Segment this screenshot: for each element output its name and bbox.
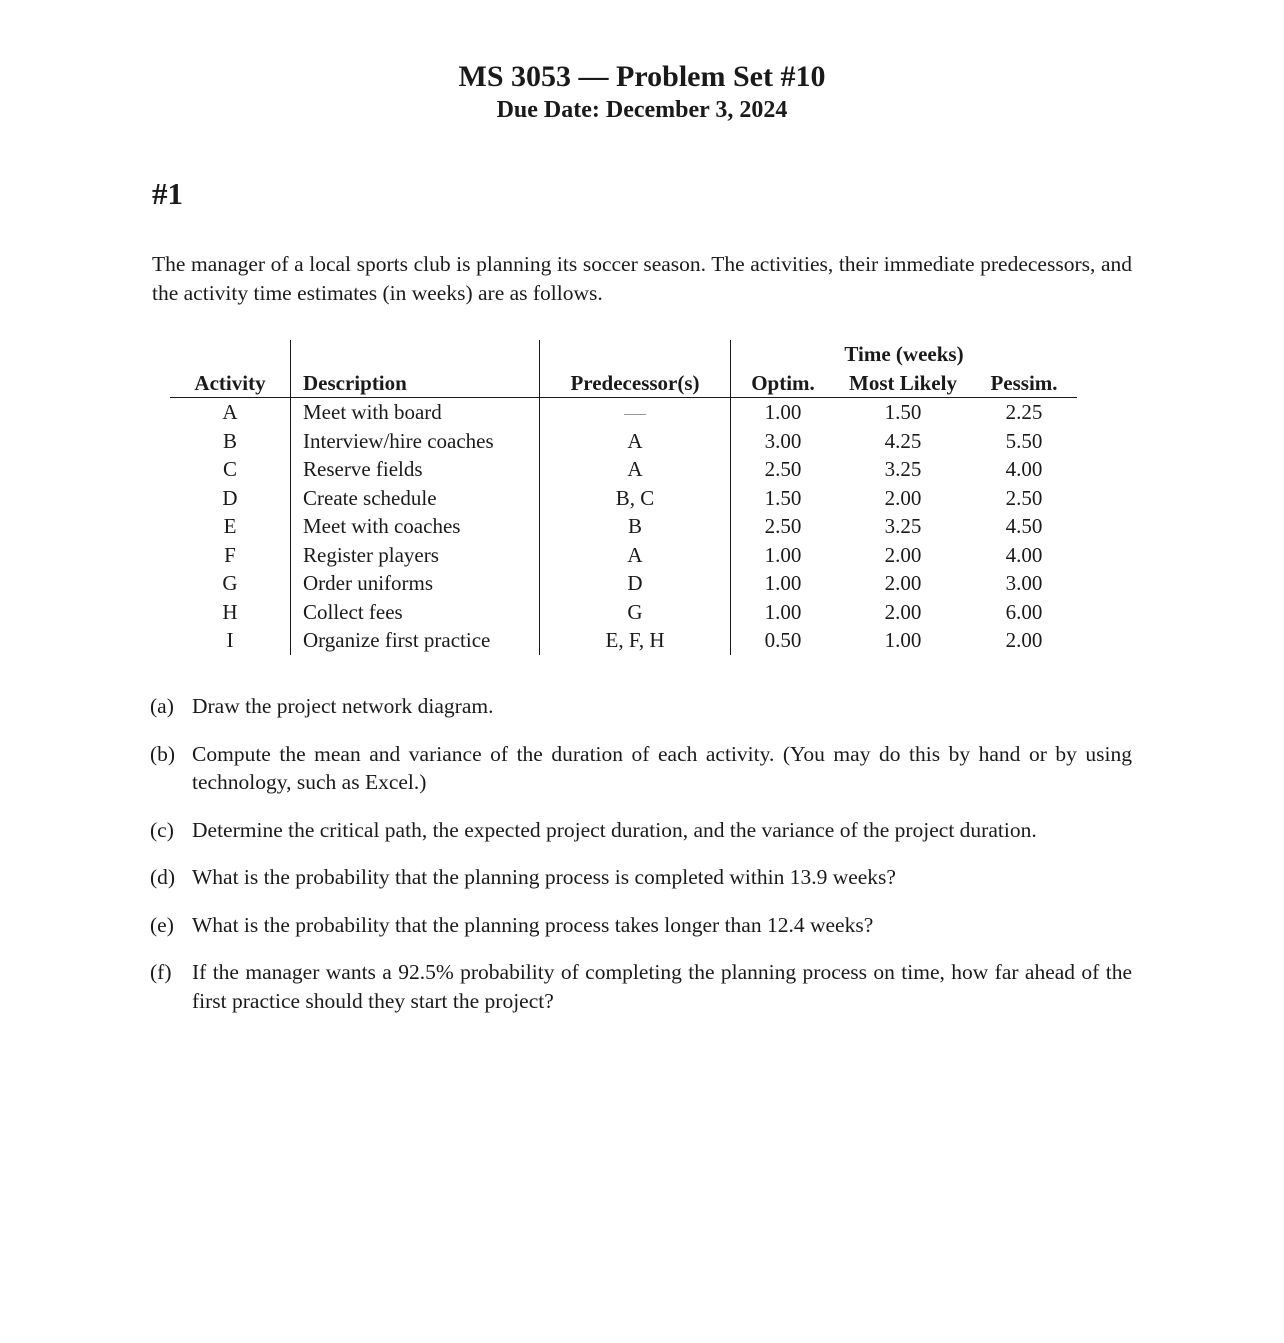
pessimistic-cell: 2.00 bbox=[1005, 628, 1043, 652]
question-text: Compute the mean and variance of the duration of each activity. (You may do this by hand or by using technology, such as Excel.) bbox=[192, 741, 1132, 794]
pessimistic-cell: 2.25 bbox=[1005, 400, 1043, 424]
description-cell: Organize first practice bbox=[291, 626, 540, 655]
predecessors-cell: B bbox=[540, 512, 731, 541]
pessimistic-cell: 4.00 bbox=[1005, 457, 1043, 481]
activity-cell: B bbox=[170, 427, 291, 456]
question-text: What is the probability that the planning process is completed within 13.9 weeks? bbox=[192, 865, 896, 889]
most-likely-cell: 2.00 bbox=[884, 599, 922, 624]
pessimistic-cell: 4.50 bbox=[1005, 514, 1043, 538]
table-row bbox=[170, 598, 1077, 627]
most-likely-cell: 3.25 bbox=[884, 514, 922, 538]
description-cell: Create schedule bbox=[291, 484, 540, 513]
pessimistic-cell: 4.00 bbox=[1005, 542, 1043, 567]
question-text: If the manager wants a 92.5% probability of completing the planning process on time, how far ahead of the first practice should they start the project? bbox=[192, 960, 1132, 1013]
pessimistic-cell: 6.00 bbox=[1005, 599, 1043, 624]
table-header-row bbox=[170, 369, 1077, 398]
question-text: Draw the project network diagram. bbox=[192, 694, 494, 718]
question-label: (c) bbox=[150, 817, 174, 842]
description-cell: Meet with board bbox=[291, 398, 540, 427]
predecessors-cell: A bbox=[540, 427, 731, 456]
description-cell: Interview/hire coaches bbox=[291, 427, 540, 456]
predecessors-cell: A bbox=[540, 455, 731, 484]
description-cell: Meet with coaches bbox=[291, 512, 540, 541]
question-item bbox=[150, 958, 1132, 1015]
due-date: Due Date: December 3, 2024 bbox=[496, 97, 788, 123]
optimistic-cell: 1.50 bbox=[764, 485, 802, 510]
table-row bbox=[170, 626, 1077, 655]
description-cell: Order uniforms bbox=[291, 569, 540, 598]
table-row bbox=[170, 569, 1077, 598]
question-item bbox=[150, 911, 1132, 940]
pessimistic-cell: 3.00 bbox=[1005, 571, 1043, 595]
table-row bbox=[170, 455, 1077, 484]
optimistic-cell: 2.50 bbox=[764, 514, 802, 538]
optimistic-cell: 1.00 bbox=[764, 400, 802, 424]
activity-cell: H bbox=[170, 598, 291, 627]
table-row bbox=[170, 541, 1077, 570]
description-cell: Collect fees bbox=[291, 598, 540, 627]
question-label: (d) bbox=[150, 865, 176, 889]
question-item bbox=[150, 692, 1132, 721]
most-likely-cell: 2.00 bbox=[884, 485, 922, 510]
optimistic-cell: 1.00 bbox=[764, 571, 802, 595]
activity-cell: G bbox=[170, 569, 291, 598]
table-row bbox=[170, 398, 1077, 427]
question-list bbox=[150, 692, 1132, 1034]
predecessors-cell: G bbox=[540, 598, 731, 627]
most-likely-cell: 2.00 bbox=[884, 571, 922, 595]
document-title: MS 3053 — Problem Set #10 bbox=[458, 60, 826, 93]
table-row bbox=[170, 512, 1077, 541]
problem-number: #1 bbox=[152, 176, 183, 211]
problem-intro: The manager of a local sports club is planning its soccer season. The activities, their immediate predecessors, and the activity time estimates (in weeks) are as follows. bbox=[152, 252, 1132, 305]
activity-cell: C bbox=[170, 455, 291, 484]
predecessors-cell: E, F, H bbox=[540, 626, 731, 655]
optimistic-header: Optim. bbox=[731, 369, 836, 398]
optimistic-cell: 1.00 bbox=[764, 542, 802, 567]
optimistic-cell: 2.50 bbox=[764, 457, 802, 481]
predecessors-cell: B, C bbox=[540, 484, 731, 513]
no-predecessor-dash bbox=[624, 414, 646, 415]
question-label: (b) bbox=[150, 741, 176, 766]
pessimistic-header: Pessim. bbox=[971, 369, 1077, 398]
most-likely-cell: 3.25 bbox=[884, 457, 922, 481]
table-header-group-row bbox=[170, 340, 1077, 369]
question-label: (a) bbox=[150, 694, 174, 718]
activity-cell: D bbox=[170, 484, 291, 513]
question-label: (f) bbox=[150, 960, 172, 984]
description-cell: Register players bbox=[291, 541, 540, 570]
question-text: Determine the critical path, the expected project duration, and the variance of the project duration. bbox=[192, 817, 1037, 842]
activity-header: Activity bbox=[170, 369, 291, 398]
most-likely-cell: 4.25 bbox=[884, 428, 922, 453]
table-row bbox=[170, 427, 1077, 456]
question-item bbox=[150, 816, 1132, 845]
activity-cell: A bbox=[170, 398, 291, 427]
table-body bbox=[170, 398, 1077, 655]
document-header bbox=[0, 58, 1284, 124]
activity-cell: F bbox=[170, 541, 291, 570]
description-cell: Reserve fields bbox=[291, 455, 540, 484]
activity-cell: E bbox=[170, 512, 291, 541]
activity-cell: I bbox=[170, 626, 291, 655]
optimistic-cell: 1.00 bbox=[764, 599, 802, 624]
question-item bbox=[150, 740, 1132, 797]
predecessors-header: Predecessor(s) bbox=[540, 369, 731, 398]
most-likely-cell: 2.00 bbox=[884, 542, 922, 567]
question-text: What is the probability that the planning process takes longer than 12.4 weeks? bbox=[192, 912, 874, 937]
predecessors-cell: A bbox=[540, 541, 731, 570]
pessimistic-cell: 2.50 bbox=[1005, 485, 1043, 510]
optimistic-cell: 3.00 bbox=[764, 428, 802, 453]
most-likely-cell: 1.00 bbox=[884, 628, 922, 652]
time-weeks-header: Time (weeks) bbox=[844, 342, 964, 366]
question-label: (e) bbox=[150, 912, 174, 937]
table-row bbox=[170, 484, 1077, 513]
most-likely-header: Most Likely bbox=[835, 369, 971, 398]
description-header: Description bbox=[291, 369, 540, 398]
pessimistic-cell: 5.50 bbox=[1005, 428, 1043, 453]
question-item bbox=[150, 863, 1132, 892]
optimistic-cell: 0.50 bbox=[764, 628, 802, 652]
most-likely-cell: 1.50 bbox=[884, 400, 922, 424]
activity-table bbox=[170, 340, 1077, 655]
predecessors-cell: D bbox=[540, 569, 731, 598]
predecessors-cell bbox=[540, 398, 731, 427]
